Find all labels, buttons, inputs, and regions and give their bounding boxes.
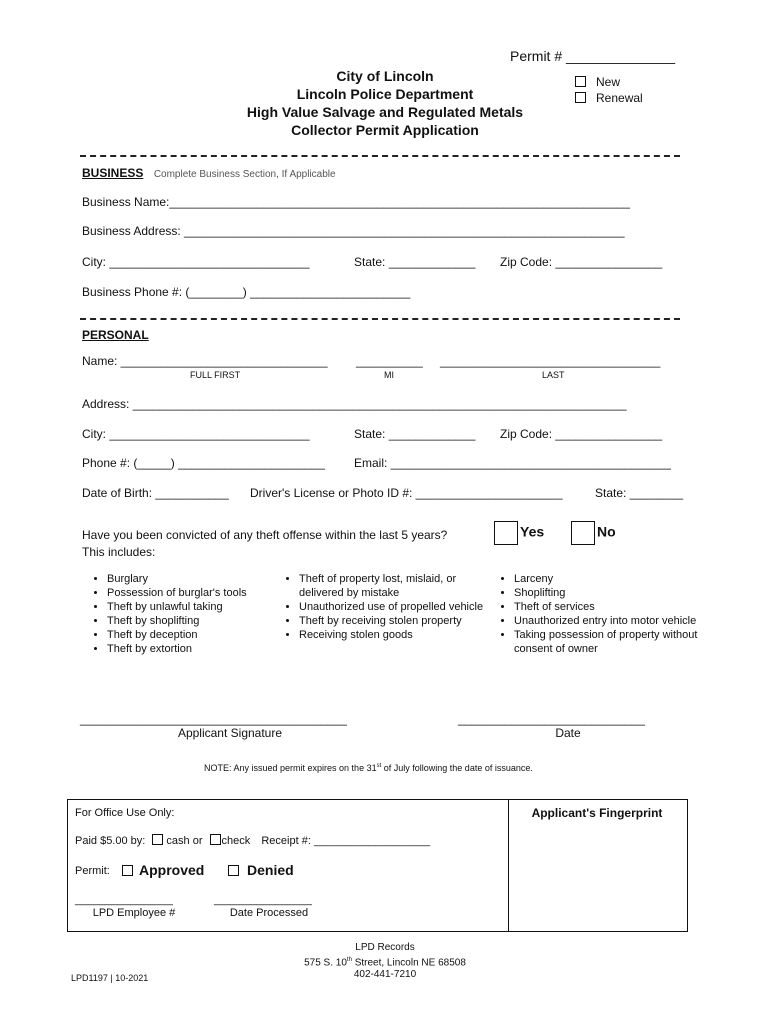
- form-id: LPD1197 | 10-2021: [71, 973, 149, 983]
- list-item: • Theft by shoplifting: [107, 614, 277, 628]
- denied-label: Denied: [247, 862, 294, 878]
- checkbox-icon: [122, 865, 133, 876]
- checkbox-icon: [575, 76, 586, 87]
- list-item: • Possession of burglar's tools: [107, 586, 277, 600]
- checkbox-icon: [494, 521, 518, 545]
- list-item: • Shoplifting: [514, 586, 714, 600]
- checkbox-icon: [228, 865, 239, 876]
- business-state-field[interactable]: State: _____________: [354, 255, 476, 269]
- list-item: • Theft by unlawful taking: [107, 600, 277, 614]
- street-text: 575 S. 10: [304, 957, 347, 969]
- personal-heading: PERSONAL: [82, 328, 149, 342]
- checkbox-icon: [575, 92, 586, 103]
- divider: [80, 155, 680, 157]
- list-item: • Theft of property lost, mislaid, or delivered by mistake: [299, 572, 489, 600]
- approved-checkbox[interactable]: [122, 862, 204, 878]
- signature-label: Applicant Signature: [177, 726, 283, 740]
- middle-initial-field[interactable]: __________: [356, 354, 423, 368]
- street-text-end: Street, Lincoln NE 68508: [351, 957, 466, 969]
- street-sup: th: [346, 957, 352, 963]
- footer-address: [280, 942, 490, 981]
- zip-field[interactable]: Zip Code: ________________: [500, 427, 663, 441]
- payment-row: [75, 834, 430, 847]
- permit-number-field[interactable]: Permit # ______________: [510, 48, 676, 64]
- business-phone-field[interactable]: Business Phone #: (________) ________________________: [82, 285, 411, 299]
- renewal-label: Renewal: [596, 91, 643, 105]
- offense-list-2: [273, 572, 489, 642]
- business-zip-field[interactable]: Zip Code: ________________: [500, 255, 663, 269]
- employee-line[interactable]: ________________: [75, 894, 173, 906]
- new-checkbox[interactable]: [575, 75, 620, 89]
- note-text: NOTE: Any issued permit expires on the 31: [204, 763, 377, 773]
- license-field[interactable]: Driver's License or Photo ID #: ______________________: [250, 486, 563, 500]
- email-field[interactable]: Email: __________________________________________: [354, 456, 671, 470]
- address-field[interactable]: Address: __________________________________________________________________________: [82, 397, 627, 411]
- title-line-1: City of Lincoln: [336, 68, 434, 84]
- office-use-heading: For Office Use Only:: [75, 807, 175, 819]
- yes-label: Yes: [520, 523, 545, 540]
- dob-field[interactable]: Date of Birth: ___________: [82, 486, 229, 500]
- id-state-field[interactable]: State: ________: [595, 486, 684, 500]
- offense-list-1: [81, 572, 277, 656]
- list-item: • Theft by receiving stolen property: [299, 614, 489, 628]
- last-sublabel: LAST: [542, 370, 565, 380]
- title-line-2: Lincoln Police Department: [296, 86, 474, 102]
- list-item: • Theft by extortion: [107, 642, 277, 656]
- records-phone: 402-441-7210: [353, 969, 417, 981]
- business-address-field[interactable]: Business Address: __________________________________________________________________: [82, 224, 625, 238]
- phone-field[interactable]: Phone #: (_____) ______________________: [82, 456, 325, 470]
- expiration-note: [204, 763, 533, 773]
- list-item: • Unauthorized entry into motor vehicle: [514, 614, 714, 628]
- no-label: No: [597, 523, 616, 540]
- first-sublabel: FULL FIRST: [190, 370, 241, 380]
- offense-list-3: [488, 572, 714, 656]
- list-item: • Theft by deception: [107, 628, 277, 642]
- business-note: Complete Business Section, If Applicable: [153, 169, 336, 180]
- renewal-checkbox[interactable]: [575, 91, 643, 105]
- list-item: • Larceny: [514, 572, 714, 586]
- cash-label: cash or: [166, 835, 203, 847]
- signature-line[interactable]: ________________________________________: [80, 712, 347, 726]
- date-line[interactable]: ____________________________: [458, 712, 645, 726]
- cash-checkbox[interactable]: [152, 834, 163, 845]
- note-sup: st: [376, 763, 382, 769]
- business-name-field[interactable]: Business Name:_____________________________________________________________________: [82, 195, 630, 209]
- yes-checkbox[interactable]: [494, 521, 544, 545]
- list-item: • Burglary: [107, 572, 277, 586]
- new-label: New: [596, 75, 621, 89]
- city-field[interactable]: City: ______________________________: [82, 427, 310, 441]
- title-line-4: Collector Permit Application: [291, 122, 479, 138]
- note-text-end: of July following the date of issuance.: [381, 763, 533, 773]
- denied-checkbox[interactable]: [228, 862, 294, 878]
- check-label: check: [221, 835, 251, 847]
- business-heading-row: [82, 164, 336, 182]
- list-item: • Receiving stolen goods: [299, 628, 489, 642]
- receipt-field[interactable]: Receipt #: ___________________: [261, 835, 431, 847]
- business-city-field[interactable]: City: ______________________________: [82, 255, 310, 269]
- approved-label: Approved: [139, 862, 205, 878]
- fingerprint-label: Applicant's Fingerprint: [531, 806, 663, 820]
- divider: [80, 318, 680, 320]
- mi-sublabel: MI: [384, 370, 394, 380]
- list-item: • Unauthorized use of propelled vehicle: [299, 600, 489, 614]
- first-name-field[interactable]: Name: _______________________________: [82, 354, 328, 368]
- last-name-field[interactable]: _________________________________: [440, 354, 661, 368]
- paid-label: Paid $5.00 by:: [75, 835, 146, 847]
- state-field[interactable]: State: _____________: [354, 427, 476, 441]
- list-item: • Taking possession of property without consent of owner: [514, 628, 714, 656]
- form-title: [200, 67, 570, 139]
- date-processed-line[interactable]: ________________: [214, 894, 312, 906]
- list-item: • Theft of services: [514, 600, 714, 614]
- date-processed-label: Date Processed: [229, 907, 309, 919]
- business-heading: BUSINESS: [82, 166, 144, 180]
- date-label: Date: [555, 726, 581, 740]
- permit-label: Permit:: [75, 865, 110, 877]
- no-checkbox[interactable]: [571, 521, 616, 545]
- title-line-3: High Value Salvage and Regulated Metals: [246, 104, 524, 120]
- records-label: LPD Records: [355, 942, 415, 953]
- employee-label: LPD Employee #: [92, 907, 176, 919]
- street-address: [280, 954, 490, 969]
- checkbox-icon: [571, 521, 595, 545]
- conviction-question: Have you been convicted of any theft offense within the last 5 years?: [82, 528, 448, 542]
- includes-label: This includes:: [82, 545, 156, 559]
- check-checkbox[interactable]: [210, 834, 221, 845]
